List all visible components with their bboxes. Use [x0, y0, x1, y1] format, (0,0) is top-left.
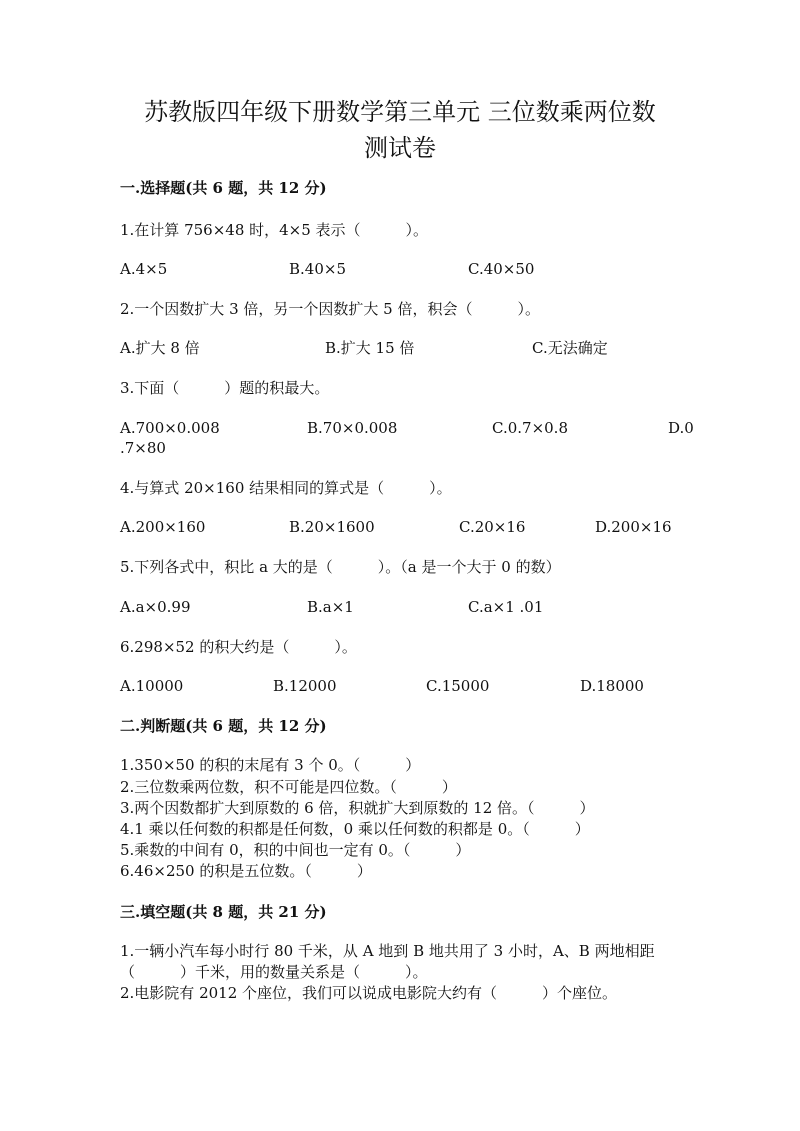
- question-5-option-c: C.a×1 .01: [468, 598, 544, 616]
- section-heading-fill-blank: 三.填空题(共 8 题，共 21 分): [120, 903, 327, 921]
- title-line-2: 测试卷: [364, 134, 436, 162]
- question-2-option-b: B.扩大 15 倍: [325, 339, 415, 357]
- judgement-item-3: 3.两个因数都扩大到原数的 6 倍，积就扩大到原数的 12 倍。（ ）: [120, 799, 595, 817]
- judgement-item-5: 5.乘数的中间有 0，积的中间也一定有 0。（ ）: [120, 841, 471, 859]
- question-6: 6.298×52 的积大约是（ ）。: [120, 638, 357, 656]
- judgement-item-6: 6.46×250 的积是五位数。（ ）: [120, 862, 372, 880]
- question-5-option-a: A.a×0.99: [120, 598, 191, 616]
- section-heading-choice: 一.选择题(共 6 题，共 12 分): [120, 179, 327, 197]
- fill-item-2: 2.电影院有 2012 个座位，我们可以说成电影院大约有（ ）个座位。: [120, 984, 618, 1002]
- question-5-option-b: B.a×1: [307, 598, 354, 616]
- question-3-option-c: C.0.7×0.8: [492, 419, 568, 437]
- question-4-option-c: C.20×16: [459, 518, 526, 536]
- judgement-item-1: 1.350×50 的积的末尾有 3 个 0。（ ）: [120, 756, 421, 774]
- question-2: 2.一个因数扩大 3 倍，另一个因数扩大 5 倍，积会（ ）。: [120, 300, 540, 318]
- question-4-option-b: B.20×1600: [289, 518, 375, 536]
- question-1-option-b: B.40×5: [289, 260, 346, 278]
- fill-item-1-line-1: 1.一辆小汽车每小时行 80 千米，从 A 地到 B 地共用了 3 小时，A、B 两地相距: [120, 942, 655, 960]
- question-3-option-a: A.700×0.008: [120, 419, 220, 437]
- question-2-option-a: A.扩大 8 倍: [120, 339, 200, 357]
- question-2-option-c: C.无法确定: [532, 339, 608, 357]
- judgement-item-2: 2.三位数乘两位数，积不可能是四位数。（ ）: [120, 778, 457, 796]
- question-6-option-c: C.15000: [426, 677, 490, 695]
- section-heading-judgement: 二.判断题(共 6 题，共 12 分): [120, 717, 327, 735]
- question-4-option-d: D.200×16: [595, 518, 672, 536]
- question-4: 4.与算式 20×160 结果相同的算式是（ ）。: [120, 479, 452, 497]
- question-3: 3.下面（ ）题的积最大。: [120, 379, 330, 397]
- question-6-option-d: D.18000: [580, 677, 644, 695]
- question-1: 1.在计算 756×48 时，4×5 表示（ ）。: [120, 221, 429, 239]
- question-1-option-a: A.4×5: [120, 260, 168, 278]
- question-5: 5.下列各式中，积比 a 大的是（ ）。（a 是一个大于 0 的数）: [120, 558, 561, 576]
- question-6-option-b: B.12000: [273, 677, 337, 695]
- question-3-option-d: D.0: [668, 419, 694, 437]
- question-3-option-b: B.70×0.008: [307, 419, 398, 437]
- question-4-option-a: A.200×160: [120, 518, 206, 536]
- question-1-option-c: C.40×50: [468, 260, 535, 278]
- judgement-item-4: 4.1 乘以任何数的积都是任何数，0 乘以任何数的积都是 0。（ ）: [120, 820, 590, 838]
- question-3-option-d-wrap: .7×80: [120, 439, 166, 457]
- title-line-1: 苏教版四年级下册数学第三单元 三位数乘两位数: [144, 98, 656, 126]
- fill-item-1-line-2: （ ）千米，用的数量关系是（ ）。: [120, 963, 428, 981]
- question-6-option-a: A.10000: [120, 677, 184, 695]
